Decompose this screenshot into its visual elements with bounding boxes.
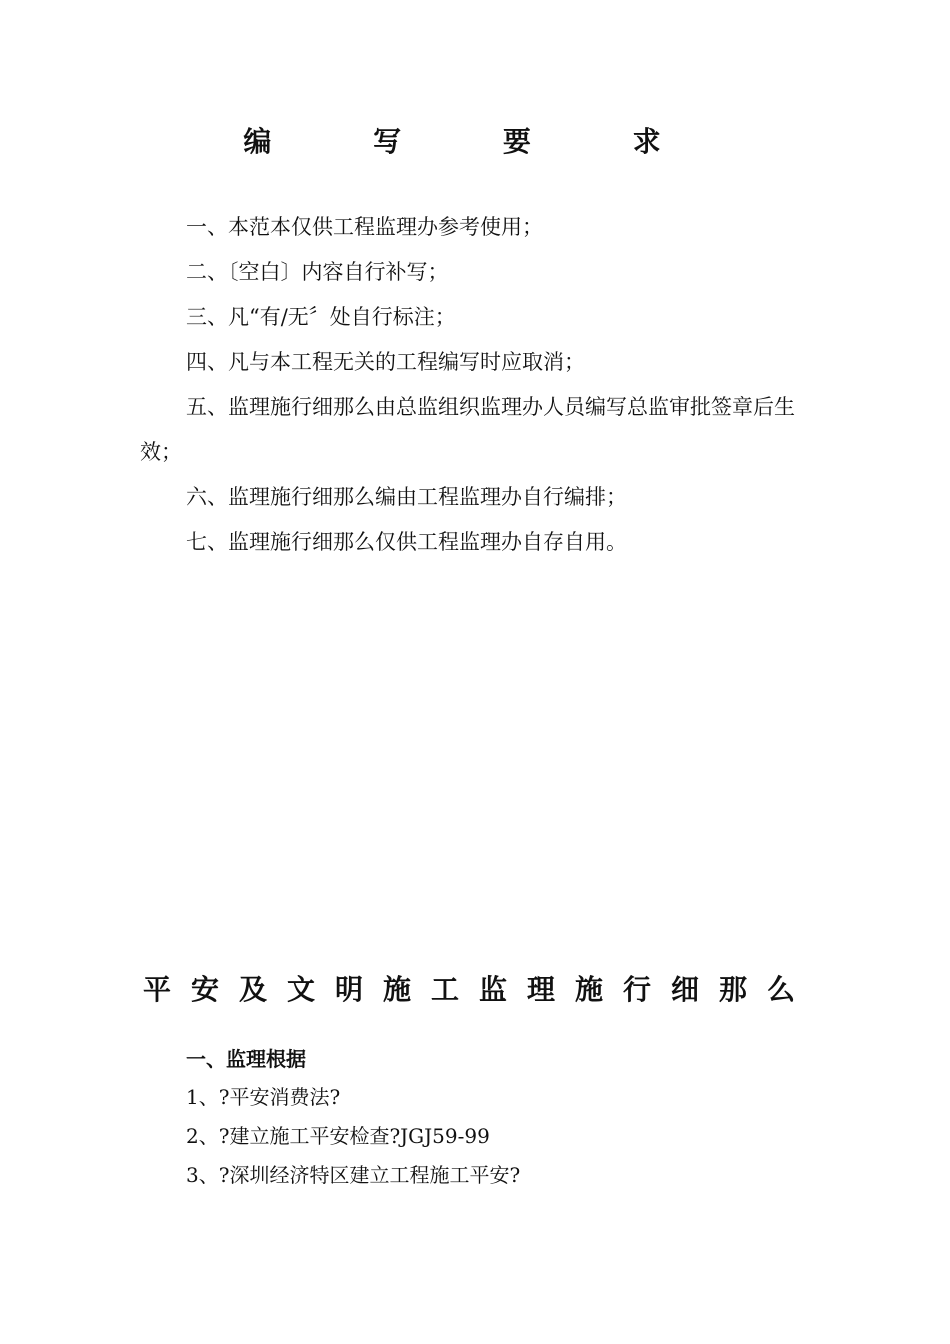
requirement-item: 七、监理施行细那么仅供工程监理办自存自用。 (186, 530, 627, 554)
basis-item: 1、?平安消费法? (186, 1085, 341, 1109)
basis-list (186, 1078, 520, 1195)
requirement-item: 六、监理施行细那么编由工程监理办自行编排； (186, 485, 627, 509)
safety-title: 平安及文明施工监理施行细那么 (142, 973, 815, 1006)
basis-item: 2、?建立施工平安检查?JGJ59-99 (186, 1124, 490, 1148)
requirement-item: 五、监理施行细那么由总监组织监理办人员编写总监审批签章后生效； (140, 395, 795, 464)
requirement-item: 一、本范本仅供工程监理办参考使用； (186, 215, 543, 239)
requirements-list (140, 205, 830, 565)
requirement-item: 二、〔空白〕内容自行补写； (186, 260, 449, 284)
requirement-item: 四、凡与本工程无关的工程编写时应取消； (186, 350, 585, 374)
section-heading: 一、监理根据 (186, 1047, 306, 1071)
requirements-title: 编 写 要 求 (243, 125, 707, 158)
requirement-item: 三、凡“有/无〞处自行标注； (186, 305, 456, 329)
basis-item: 3、?深圳经济特区建立工程施工平安? (186, 1163, 521, 1187)
